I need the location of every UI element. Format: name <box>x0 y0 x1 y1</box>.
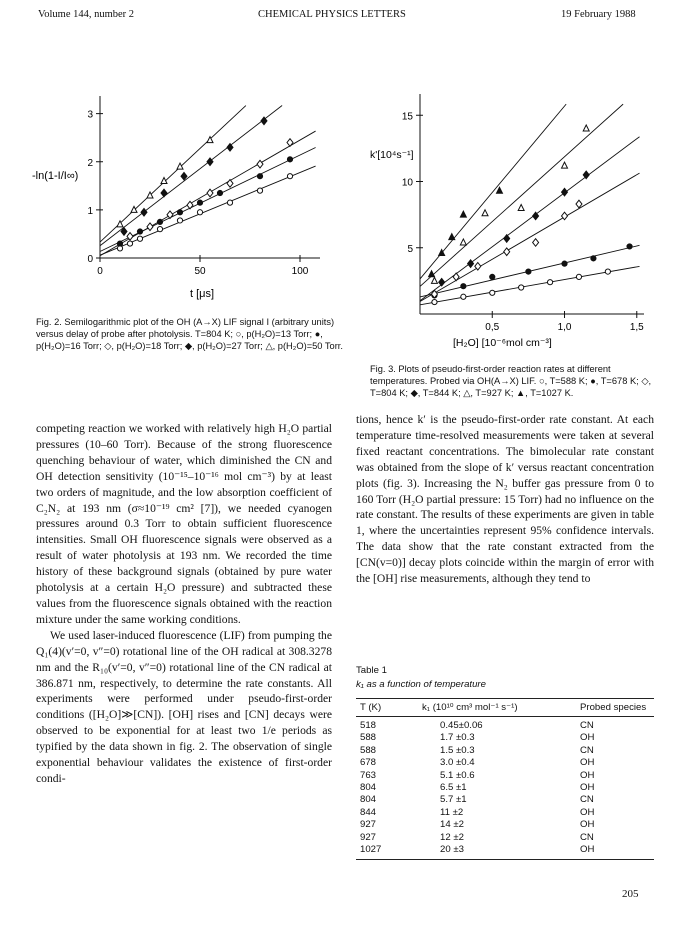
table-cell: 927 <box>360 831 377 843</box>
data-point-filled-circle <box>562 261 567 266</box>
table-cell: 3.0 ±0.4 <box>440 757 475 769</box>
page-number: 205 <box>622 888 639 900</box>
data-point-open-circle <box>432 299 437 304</box>
data-point-filled-triangle <box>460 211 466 217</box>
table-cell: 5.7 ±1 <box>440 794 467 806</box>
table-row <box>356 832 654 844</box>
table-cell: 1027 <box>356 844 418 860</box>
table-cell: OH <box>580 806 595 818</box>
table-cell: CN <box>580 744 594 756</box>
y-tick-label: 10 <box>401 177 413 189</box>
table-row <box>356 745 654 757</box>
table-cell: 5.1 ±0.6 <box>440 769 475 781</box>
data-point-open-circle <box>257 188 262 193</box>
table-cell: 804 <box>360 794 377 806</box>
table-row <box>356 782 654 794</box>
data-point-filled-circle <box>490 274 495 279</box>
table-1-subtitle: k₁ as a function of temperature <box>356 679 486 690</box>
data-point-filled-circle <box>591 256 596 261</box>
data-point-open-diamond <box>227 180 233 188</box>
table-1 <box>356 698 654 860</box>
data-point-open-circle <box>605 269 610 274</box>
table-cell: 588 <box>360 744 377 756</box>
data-point-filled-diamond <box>504 235 510 243</box>
data-point-open-diamond <box>533 239 539 247</box>
data-point-open-diamond <box>127 233 133 241</box>
table-row <box>356 807 654 819</box>
table-row <box>356 757 654 769</box>
running-header-date: 19 February 1988 <box>561 9 636 20</box>
data-point-filled-circle <box>287 157 292 162</box>
data-point-open-triangle <box>562 162 568 168</box>
figure-3-ylabel: k'[10⁴s⁻¹] <box>370 149 414 161</box>
data-point-open-diamond <box>167 211 173 219</box>
data-point-filled-diamond <box>161 189 167 197</box>
table-cell: 1.5 ±0.3 <box>440 744 475 756</box>
data-point-open-circle <box>227 200 232 205</box>
data-point-open-diamond <box>576 200 582 208</box>
x-tick-label: 100 <box>291 266 309 277</box>
data-point-open-circle <box>137 236 142 241</box>
table-header: k₁ (10¹⁰ cm³ mol⁻¹ s⁻¹) <box>418 699 576 717</box>
data-point-filled-triangle <box>496 187 502 193</box>
table-cell: OH <box>580 782 595 794</box>
data-point-open-circle <box>127 241 132 246</box>
data-point-filled-circle <box>526 269 531 274</box>
x-tick-label: 0 <box>97 266 103 277</box>
data-point-open-circle <box>157 227 162 232</box>
data-point-open-triangle <box>583 125 589 131</box>
data-point-open-circle <box>287 174 292 179</box>
table-cell: OH <box>580 819 595 831</box>
fit-line <box>420 137 640 301</box>
y-tick-label: 3 <box>87 109 93 121</box>
data-point-filled-circle <box>117 241 122 246</box>
data-point-open-circle <box>547 280 552 285</box>
data-point-filled-circle <box>177 210 182 215</box>
table-cell: 20 ±3 <box>418 844 576 860</box>
y-tick-label: 5 <box>407 243 413 255</box>
data-point-open-circle <box>519 285 524 290</box>
data-point-open-triangle <box>460 239 466 245</box>
running-header-volume: Volume 144, number 2 <box>38 9 135 20</box>
data-point-filled-circle <box>137 229 142 234</box>
x-tick-label: 0,5 <box>485 322 500 333</box>
data-point-open-circle <box>461 294 466 299</box>
figure-3-fit-lines <box>420 104 640 305</box>
data-point-open-circle <box>197 210 202 215</box>
data-point-filled-triangle <box>449 234 455 240</box>
table-cell: 14 ±2 <box>440 819 464 831</box>
y-tick-label: 2 <box>87 157 93 169</box>
table-row <box>356 717 654 733</box>
data-point-filled-circle <box>157 219 162 224</box>
data-point-open-circle <box>177 218 182 223</box>
data-point-open-diamond <box>147 223 153 231</box>
x-tick-label: 50 <box>194 266 206 277</box>
table-cell: 518 <box>360 720 377 731</box>
data-point-filled-diamond <box>439 278 445 286</box>
table-cell: 11 ±2 <box>440 806 464 818</box>
figure-2-caption: Fig. 2. Semilogarithmic plot of the OH (A→X) LIF signal I (arbitrary units) versus delay of probe after photolysis. T=804 K; ○, p(H₂O)=13 Torr; ●, p(H₂O)=16 Torr; ◇, p(H₂O)=18 Torr; ◆, p(H₂O)=27 Torr; △, p(H₂O)=50 Torr. <box>36 317 343 352</box>
y-tick-label: 1 <box>87 205 93 217</box>
figure-2-xlabel: t [μs] <box>190 288 215 300</box>
table-cell: CN <box>580 720 594 731</box>
y-tick-label: 15 <box>401 111 413 123</box>
data-point-open-triangle <box>518 205 524 211</box>
data-point-open-diamond <box>207 189 213 197</box>
table-cell: 12 ±2 <box>440 831 464 843</box>
table-cell: OH <box>580 757 595 769</box>
figure-2-plot <box>30 80 340 310</box>
table-1-title: Table 1 <box>356 665 387 676</box>
table-row <box>356 819 654 831</box>
table-cell: 6.5 ±1 <box>440 782 467 794</box>
data-point-filled-diamond <box>227 144 233 152</box>
data-point-open-triangle <box>482 210 488 216</box>
data-point-filled-circle <box>627 244 632 249</box>
paragraph: competing reaction we worked with relatively high H₂O partial pressures (10–60 Torr). Because of the strong fluorescence quenching behaviour of water, which diminished the CN and OH detection sensitivity (10⁻¹⁵–10⁻¹⁶ mol cm⁻³) by at least two orders of magnitude, and the low absorption coefficient of C₂N₂ at 193 nm (σ≈10⁻¹⁹ cm² [7]), we needed cyanogen pressures around 0.3 Torr to obtain sufficient fluorescence intensities. Small OH fluorescence signals were observed as a result of water photolysis at 193 nm. We recorded the time history of these background signals (obtained by pure water photolysis at a certain H₂O pressure) and subtracted these values from the fluorescence signals obtained with the reaction mixture under the same working conditions. <box>36 422 332 626</box>
table-cell: 927 <box>360 819 377 831</box>
data-point-open-circle <box>490 290 495 295</box>
table-row <box>356 844 654 860</box>
table-cell: 588 <box>360 732 377 744</box>
fit-line <box>100 106 282 246</box>
figure-3-caption: Fig. 3. Plots of pseudo-first-order reaction rates at different temperatures. Probed via OH(A→X) LIF. ○, T=588 K; ●, T=678 K; ◇, T=804 K; ◆, T=844 K; △, T=927 K; ▲, T=1027 K. <box>370 364 652 399</box>
table-row <box>356 732 654 744</box>
data-point-open-triangle <box>131 206 137 212</box>
figure-2-ylabel: -ln(1-I/I∞) <box>32 170 79 182</box>
figure-3-data-points <box>429 125 633 305</box>
paragraph: We used laser-induced fluorescence (LIF) from pumping the Q₁(4)(v′=0, v″=0) rotational line of the OH radical at 308.3278 nm and the R₁₀(v′=0, v″=0) rotational line of the CN radical at 386.871 nm, respectively, to determine the rate constants. All experiments were performed under pseudo-first-order conditions ([H₂O]≫[CN]). [OH] rises and [CN] decays were observed to be exponential for at least two 1/e periods as typified by the data shown in fig. 2. The observation of single exponential behaviour validates the existence of first-order condi- <box>36 628 332 785</box>
data-point-filled-circle <box>217 190 222 195</box>
table-cell: OH <box>580 732 595 744</box>
figure-3-axes <box>402 94 644 333</box>
data-point-open-triangle <box>431 277 437 283</box>
table-cell: 844 <box>360 806 377 818</box>
y-tick-label: 0 <box>87 254 93 265</box>
table-cell: OH <box>580 769 595 781</box>
data-point-filled-diamond <box>181 172 187 180</box>
table-cell: 678 <box>360 757 377 769</box>
table-cell: OH <box>576 844 654 860</box>
x-tick-label: 1,0 <box>557 322 572 333</box>
right-column-text <box>356 412 654 587</box>
data-point-open-triangle <box>177 163 183 169</box>
data-point-filled-circle <box>197 200 202 205</box>
left-column-text <box>36 421 332 787</box>
table-cell: CN <box>580 794 594 806</box>
data-point-open-circle <box>576 274 581 279</box>
x-tick-label: 1,5 <box>629 322 644 333</box>
table-cell: 0.45±0.06 <box>440 720 483 731</box>
data-point-filled-circle <box>257 174 262 179</box>
paragraph: tions, hence k′ is the pseudo-first-order rate constant. At each temperature time-resolved measurements were taken at several fixed reactant concentrations. The bimolecular rate constant was obtained from the slope of k′ versus reactant concentration plots (fig. 3). Increasing the N₂ buffer gas pressure from 0 to 160 Torr (H₂O partial pressure: 15 Torr) had no influence on the rate constant. The results of these experiments are given in table 1, where the uncertainties represent 95% confidence intervals. The data show that the rate constant extracted from the [CN(v=0)] decay plots coincide within the margin of error with the [OH] rise measurements, although they tend to <box>356 413 654 586</box>
running-header-journal: CHEMICAL PHYSICS LETTERS <box>258 9 406 20</box>
table-cell: 763 <box>360 769 377 781</box>
table-header: Probed species <box>576 699 654 717</box>
figure-2-fit-lines <box>100 106 316 256</box>
data-point-filled-circle <box>461 284 466 289</box>
data-point-filled-diamond <box>141 208 147 216</box>
table-row <box>356 794 654 806</box>
figure-3-xlabel: [H₂O] [10⁻⁶mol cm⁻³] <box>453 337 552 349</box>
fit-line <box>100 106 246 243</box>
table-cell: 1.7 ±0.3 <box>440 732 475 744</box>
table-header: T (K) <box>356 699 418 717</box>
figure-3-plot <box>368 84 658 354</box>
data-point-filled-diamond <box>583 171 589 179</box>
table-row <box>356 770 654 782</box>
table-cell: 804 <box>360 782 377 794</box>
table-cell: CN <box>580 831 594 843</box>
